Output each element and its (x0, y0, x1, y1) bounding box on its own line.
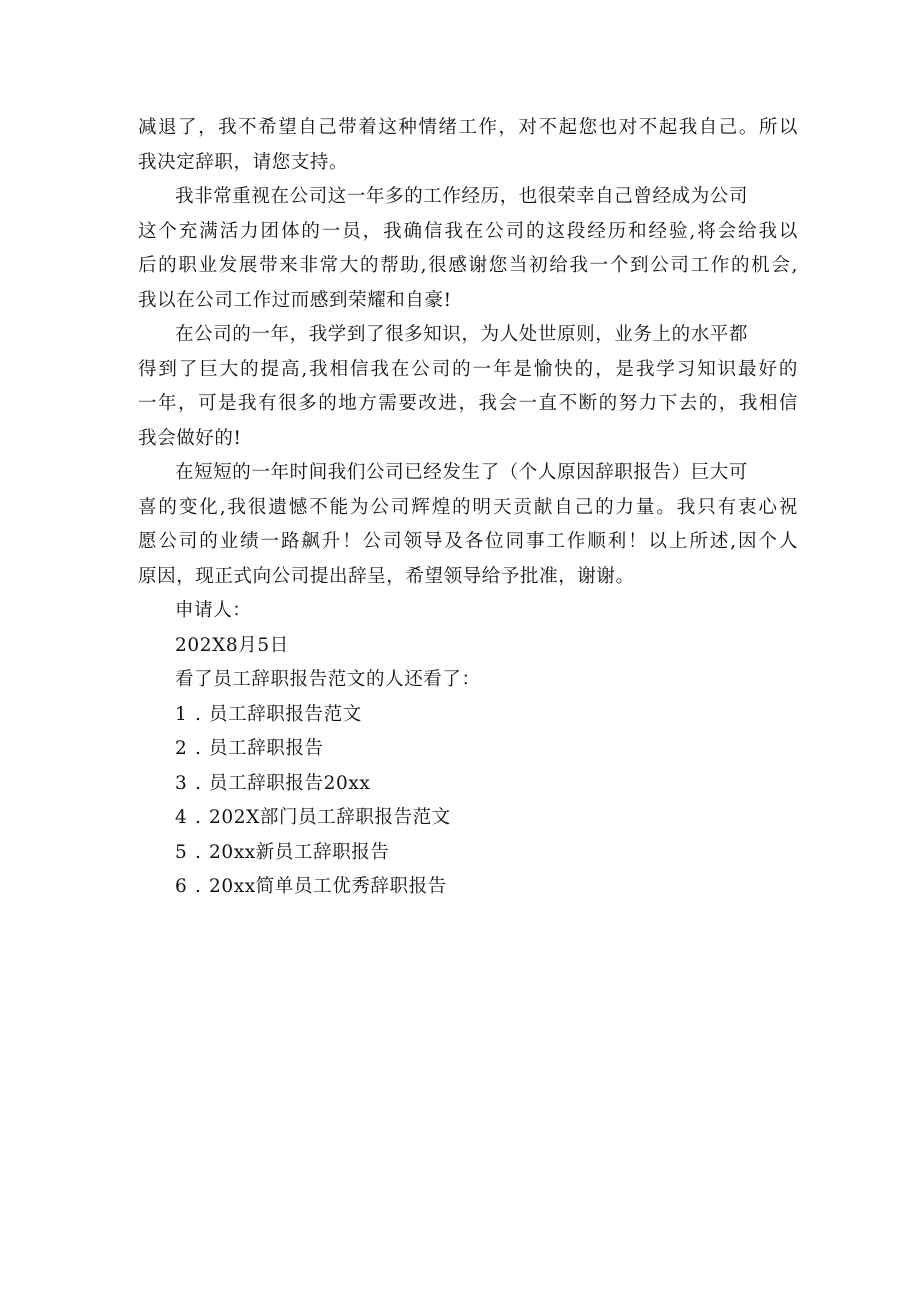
related-item-title: 202X部门员工辞职报告范文 (209, 807, 451, 828)
paragraph-line: 一年，可是我有很多的地方需要改进，我会一直不断的努力下去的，我相信 (138, 393, 798, 414)
paragraph-line: 我以在公司工作过而感到荣耀和自豪! (138, 289, 452, 311)
paragraph-learning (138, 318, 798, 456)
paragraph-line: 原因，现正式向公司提出辞呈，希望领导给予批准，谢谢。 (138, 565, 635, 587)
related-item-title: 员工辞职报告20xx (209, 772, 371, 794)
document-body (138, 111, 798, 905)
related-item-title: 20xx简单员工优秀辞职报告 (209, 876, 447, 897)
related-item[interactable]: 4 . 202X部门员工辞职报告范文 (138, 801, 798, 836)
related-item-number: 5 (175, 841, 188, 863)
paragraph-line: 我会做好的! (138, 427, 242, 449)
related-item-number: 2 (175, 738, 188, 759)
signature-block (138, 594, 798, 663)
related-heading: 看了员工辞职报告范文的人还看了： (175, 669, 481, 690)
applicant-label: 申请人： (175, 600, 252, 621)
related-item-number: 4 (175, 807, 188, 828)
paragraph-line: 后的职业发展带来非常大的帮助,很感谢您当初给我一个到公司工作的机会, (138, 255, 798, 276)
paragraph-line: 得到了巨大的提高,我相信我在公司的一年是愉快的，是我学习知识最好的 (138, 358, 798, 380)
paragraph-line: 在公司的一年，我学到了很多知识，为人处世原则，业务上的水平都 (175, 324, 749, 345)
related-item[interactable]: 1 . 员工辞职报告范文 (138, 698, 798, 733)
paragraph-line: 这个充满活力团体的一员，我确信我在公司的这段经历和经验,将会给我以 (138, 220, 798, 242)
signature-date: 202X8月5日 (175, 634, 289, 656)
paragraph-farewell (138, 456, 798, 594)
paragraph-line: 愿公司的业绩一路飙升！公司领导及各位同事工作顺利！以上所述,因个人 (138, 531, 798, 552)
related-item-title: 20xx新员工辞职报告 (209, 841, 390, 863)
paragraph-line: 在短短的一年时间我们公司已经发生了（个人原因辞职报告）巨大可 (175, 462, 749, 483)
related-item[interactable]: 6 . 20xx简单员工优秀辞职报告 (138, 870, 798, 905)
paragraph-line: 我非常重视在公司这一年多的工作经历，也很荣幸自己曾经成为公司 (175, 186, 749, 207)
related-item-number: 1 (175, 703, 188, 725)
related-item[interactable]: 5 . 20xx新员工辞职报告 (138, 836, 798, 871)
related-item-title: 员工辞职报告范文 (209, 703, 362, 725)
related-item-number: 6 (175, 876, 188, 897)
related-item[interactable]: 2 . 员工辞职报告 (138, 732, 798, 767)
paragraph-experience (138, 180, 798, 318)
paragraph-line: 我决定辞职，请您支持。 (138, 151, 349, 173)
related-item-number: 3 (175, 772, 188, 794)
paragraph-continuation (138, 111, 798, 180)
related-item-title: 员工辞职报告 (209, 738, 324, 759)
paragraph-line: 喜的变化,我很遗憾不能为公司辉煌的明天贡献自己的力量。我只有衷心祝 (138, 496, 798, 518)
related-item[interactable]: 3 . 员工辞职报告20xx (138, 767, 798, 802)
related-articles (138, 663, 798, 905)
paragraph-line: 减退了，我不希望自己带着这种情绪工作，对不起您也对不起我自己。所以 (138, 117, 798, 138)
